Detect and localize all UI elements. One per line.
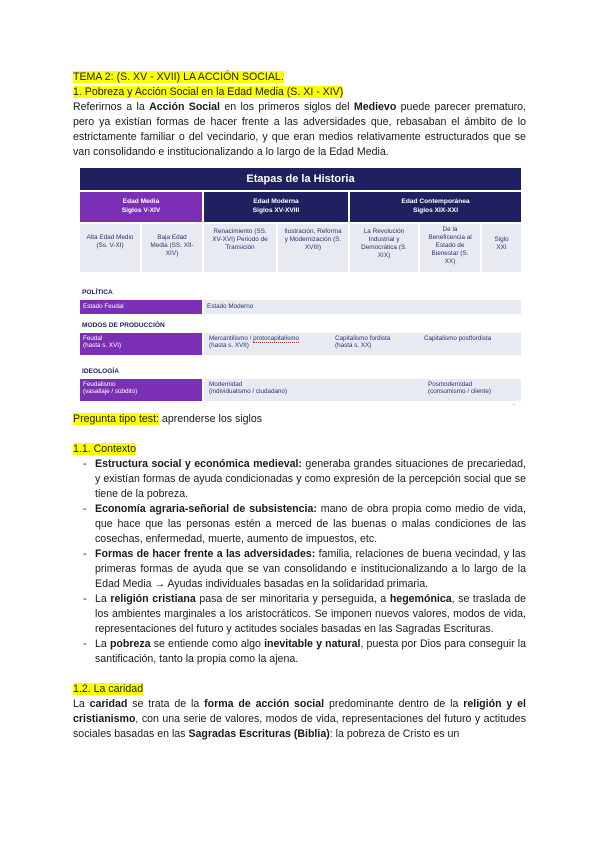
list-item: - Estructura social y económica medieval: generaba grandes situaciones de precariedad, y existían formas de ayuda condicionadas y como expresión de la percepción social que se tiene de la pobreza. xyxy=(83,458,526,500)
test-question-note: Pregunta tipo test: aprenderse los siglos xyxy=(73,413,263,425)
caridad-heading: 1.2. La caridad xyxy=(73,683,144,695)
list-item: - Formas de hacer frente a las adversidades: familia, relaciones de buena vecindad, y las primeras formas de ayuda que se van consolidando e institucionalizando a lo largo de la Edad Media → Ayudas individuales basadas en la solidaridad primaria. xyxy=(83,548,526,590)
intro-paragraph: Referirnos a la Acción Social en los primeros siglos del Medievo puede parecer prematuro, pero ya existían formas de hacer frente a las adversidades que, rebasaban el ámbito de lo estrictamente familiar o del vecindario, y que eran medios relativamente estructurados que se van consolidando e institucionalizando a lo largo de la Edad Media. xyxy=(73,101,526,158)
ideologia-label: IDEOLOGÍA xyxy=(82,368,119,375)
document-body xyxy=(73,70,526,160)
contexto-list xyxy=(73,457,526,667)
politica-left: Estado Feudal xyxy=(80,300,202,314)
stage-beneficencia: De la Beneficencia al Estado de Bienestar (S. XX) xyxy=(420,224,480,272)
stage-ilustracion: Ilustración, Reforma y Modernización (S. XVIII) xyxy=(278,224,348,272)
era-edad-moderna: Edad Moderna Siglos XV-XVIII xyxy=(204,192,348,222)
list-item: - Economía agraria-señorial de subsistencia: mano de obra propia como medio de vida, que hace que las personas estén a merced de las buenas o malas condiciones de las cosechas, enfermedad, muerte, aumento de impuestos, etc. xyxy=(83,503,526,545)
era-edad-contemporanea: Edad Contemporánea Siglos XIX-XXI xyxy=(350,192,521,222)
lower-body xyxy=(73,412,526,742)
stage-revolucion: La Revolución Industrial y Democrática (S. XIX) xyxy=(350,224,418,272)
section-heading: 1. Pobreza y Acción Social en la Edad Media (S. XI - XIV) xyxy=(73,86,344,98)
list-item: - La pobreza se entiende como algo inevitable y natural, puesta por Dios para conseguir la santificación, tanto la propia como la ajena. xyxy=(83,638,526,665)
ideologia-left: Feudalismo (vasallaje / súbdito) xyxy=(80,379,202,401)
stage-renacimiento: Renacimiento (SS. XV-XVI) Periodo de Transición xyxy=(204,224,276,272)
figure-banner: Etapas de la Historia xyxy=(80,168,521,190)
ideologia-mid: Modernidad (individualismo / ciudadano) xyxy=(209,381,288,395)
era-edad-media: Edad Media Siglos V-XIV xyxy=(80,192,202,222)
stage-siglo-xxi: Siglo XXI xyxy=(482,224,521,272)
stage-baja-edad-media: Baja Edad Media (SS. XII-XIV) xyxy=(142,224,202,272)
figure-mark: . xyxy=(513,400,515,407)
modos-left: Feudal (hasta s. XVI) xyxy=(80,333,202,355)
contexto-heading: 1.1. Contexto xyxy=(73,443,137,455)
history-stages-figure xyxy=(80,168,521,410)
politica-right: Estado Moderno xyxy=(204,300,521,314)
modos-label: MODOS DE PRODUCCIÓN xyxy=(82,322,165,329)
page-title: TEMA 2: (S. XV - XVII) LA ACCIÓN SOCIAL. xyxy=(73,71,284,83)
list-item: - La religión cristiana pasa de ser minoritaria y perseguida, a hegemónica, se traslada de los ambientes marginales a los aristocráticos. Se imponen nuevos valores, modos de vida, representaciones del futuro y actitudes sociales basadas en las Sagradas Escrituras. xyxy=(83,593,526,635)
ideologia-right: Posmodernidad (consumismo / cliente) xyxy=(428,381,491,395)
modos-mid1: Mercantilismo / protocapitalismo (hasta s. XVII) xyxy=(209,335,299,349)
caridad-paragraph: La caridad se trata de la forma de acción social predominante dentro de la religión y el cristianismo, con una serie de valores, modos de vida, representaciones del futuro y actitudes sociales basadas en las Sagradas Escrituras (Biblia): la pobreza de Cristo es un xyxy=(73,698,526,740)
politica-label: POLÍTICA xyxy=(82,289,113,296)
modos-right: Capitalismo postfordista xyxy=(424,335,492,342)
modos-mid2: Capitalismo fordista (hasta s. XX) xyxy=(335,335,391,349)
stage-alta-edad-media: Alta Edad Medio (Ss. V-XI) xyxy=(80,224,140,272)
